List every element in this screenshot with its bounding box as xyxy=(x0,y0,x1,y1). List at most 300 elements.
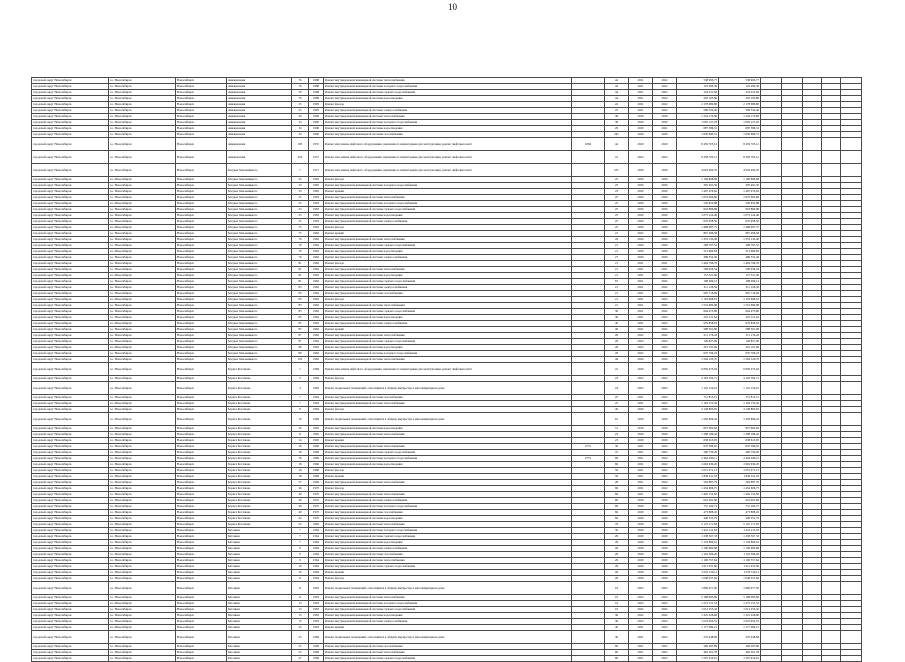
table-cell: Ремонт внутридомовой инженерной системы холодного водоснабжения xyxy=(324,84,572,90)
table-cell: г.о. Новосибирск xyxy=(109,177,176,183)
table-cell: городской округ Новосибирск xyxy=(32,540,109,546)
table-cell xyxy=(782,151,803,164)
table-cell: Авиационная xyxy=(227,151,292,164)
table-cell: городской округ Новосибирск xyxy=(32,96,109,102)
table-cell: 2020 xyxy=(653,120,677,126)
table-cell: Бориса Богаткова xyxy=(227,480,292,486)
table-cell: 2020 xyxy=(629,243,653,249)
table-cell: 2022 xyxy=(653,382,677,395)
table-cell: 2020 xyxy=(629,363,653,376)
table-cell: Новосибирск xyxy=(176,357,227,363)
table-cell: 69 xyxy=(605,456,629,462)
table-cell: 2021 xyxy=(629,468,653,474)
table-cell: 1966 xyxy=(309,480,324,486)
table-cell: 40 xyxy=(292,486,309,492)
table-cell: городской округ Новосибирск xyxy=(32,576,109,582)
table-cell: 1 497 470,62 xyxy=(677,189,719,195)
table-cell: 2022 xyxy=(629,601,653,607)
table-cell: городской округ Новосибирск xyxy=(32,309,109,315)
table-cell: 44 xyxy=(605,84,629,90)
table-cell: 2021 xyxy=(653,267,677,273)
table-cell xyxy=(761,138,782,151)
table-cell: г.о. Новосибирск xyxy=(109,564,176,570)
table-cell: 604 473,80 xyxy=(719,309,761,315)
table-cell: 1 106 868,98 xyxy=(719,177,761,183)
table-cell: Новосибирск xyxy=(176,407,227,413)
table-cell: 2021 xyxy=(653,261,677,267)
table-cell: Бетонная xyxy=(227,540,292,546)
table-row xyxy=(32,382,862,395)
table-cell: 40 xyxy=(605,625,629,631)
table-cell: 2022 xyxy=(629,351,653,357)
table-cell: Ремонт или замена лифтового оборудования, признанного непригодным для эксплуатации, ремонт лифтовых шахт xyxy=(324,138,572,151)
table-cell: 670 399,05 xyxy=(719,444,761,450)
table-cell: 25 xyxy=(605,401,629,407)
table-cell: 2020 xyxy=(653,534,677,540)
table-cell: 9 xyxy=(292,558,309,564)
table-cell: 225 121,62 xyxy=(677,315,719,321)
table-cell: 2020 xyxy=(629,249,653,255)
table-cell: Ремонт внутридомовой инженерной системы водоотведения xyxy=(324,462,572,468)
table-cell xyxy=(803,582,822,595)
table-cell: 157 321,00 xyxy=(719,273,761,279)
table-cell: 670 796,23 xyxy=(677,351,719,357)
table-cell: 89 xyxy=(292,345,309,351)
table-cell: Авиационная xyxy=(227,114,292,120)
table-cell: городской округ Новосибирск xyxy=(32,231,109,237)
table-cell: 11 xyxy=(292,576,309,582)
table-cell: Новосибирск xyxy=(176,546,227,552)
table-cell: 1 075 122,40 xyxy=(677,213,719,219)
table-cell: 41 xyxy=(605,151,629,164)
table-cell: 1 116 566,20 xyxy=(677,552,719,558)
table-cell: 2020 xyxy=(629,407,653,413)
table-cell: 2022 xyxy=(629,619,653,625)
table-cell: 1 177 084,21 xyxy=(719,625,761,631)
table-cell: Ремонт подвальных помещений, относящихся к общему имуществу в многоквартирном доме xyxy=(324,413,572,426)
table-cell: 1 022 954,55 xyxy=(677,619,719,625)
table-cell: 2022 xyxy=(653,595,677,601)
table-cell: Новосибирск xyxy=(176,552,227,558)
table-cell: 49 xyxy=(605,357,629,363)
table-cell: 2020 xyxy=(629,528,653,534)
table-cell: Новосибирск xyxy=(176,201,227,207)
table-cell: 1964 xyxy=(309,570,324,576)
table-cell: 2020 xyxy=(653,243,677,249)
table-cell: 1 849 611,18 xyxy=(677,474,719,480)
table-cell: Ремонт внутридомовой инженерной системы водоотведения xyxy=(324,613,572,619)
table-cell: Бетонная xyxy=(227,534,292,540)
table-cell: 2021 xyxy=(629,492,653,498)
table-cell: городской округ Новосибирск xyxy=(32,625,109,631)
table-cell: Ремонт внутридомовой инженерной системы холодного водоснабжения xyxy=(324,601,572,607)
table-cell: 2022 xyxy=(653,376,677,382)
table-cell: г.о. Новосибирск xyxy=(109,351,176,357)
table-cell: 1966 xyxy=(309,631,324,644)
table-cell: 1964 xyxy=(309,546,324,552)
table-cell: городской округ Новосибирск xyxy=(32,255,109,261)
table-cell: Ремонт внутридомовой инженерной системы теплоснабжения xyxy=(324,237,572,243)
table-cell: 2020 xyxy=(629,207,653,213)
table-cell: г.о. Новосибирск xyxy=(109,327,176,333)
table-cell: Новосибирск xyxy=(176,474,227,480)
table-cell: 2022 xyxy=(653,231,677,237)
table-cell: городской округ Новосибирск xyxy=(32,297,109,303)
table-cell: 2021 xyxy=(629,108,653,114)
table-cell: 2022 xyxy=(653,474,677,480)
table-cell xyxy=(572,382,605,395)
table-cell: 1 594 120,70 xyxy=(719,357,761,363)
table-cell: 201 191,69 xyxy=(677,345,719,351)
table-cell: 1 692 630,20 xyxy=(677,462,719,468)
table-cell: 87 xyxy=(292,333,309,339)
table-cell: 2021 xyxy=(629,279,653,285)
table-cell: 2020 xyxy=(653,407,677,413)
table-cell: 566 532,40 xyxy=(719,108,761,114)
table-cell: Новосибирск xyxy=(176,249,227,255)
table-cell: г.о. Новосибирск xyxy=(109,570,176,576)
table-cell: 23 xyxy=(605,189,629,195)
table-cell: 2021 xyxy=(629,450,653,456)
table-cell: 1962 xyxy=(309,261,324,267)
table-cell: 29 xyxy=(605,564,629,570)
table-cell: 270 448,66 xyxy=(677,631,719,644)
table-cell: 25 xyxy=(605,213,629,219)
table-cell: 2022 xyxy=(653,291,677,297)
table-cell: Ремонт внутридомовой инженерной системы электроснабжения xyxy=(324,285,572,291)
table-cell: 76 xyxy=(292,90,309,96)
table-cell: 16 xyxy=(292,450,309,456)
table-cell: Авиационная xyxy=(227,126,292,132)
table-cell: 34 xyxy=(292,120,309,126)
table-cell: г.о. Новосибирск xyxy=(109,225,176,231)
table-cell: 1962 xyxy=(309,351,324,357)
table-cell: 59 xyxy=(605,468,629,474)
table-cell: городской округ Новосибирск xyxy=(32,528,109,534)
table-cell: 1 048 357,94 xyxy=(677,576,719,582)
table-cell: городской округ Новосибирск xyxy=(32,395,109,401)
table-cell: Бориса Богаткова xyxy=(227,450,292,456)
table-cell: 2020 xyxy=(653,195,677,201)
table-cell: 1 100 960,98 xyxy=(677,546,719,552)
table-cell: 2772 xyxy=(572,456,605,462)
table-cell: 2020 xyxy=(653,504,677,510)
table-cell: Бетонная xyxy=(227,607,292,613)
table-cell: Новосибирск xyxy=(176,177,227,183)
table-cell: 486 352,40 xyxy=(719,255,761,261)
table-cell: 731 162,75 xyxy=(677,504,719,510)
table-cell: 25 xyxy=(605,177,629,183)
table-cell: Ремонт или замена лифтового оборудования, признанного непригодным для эксплуатации, ремонт лифтовых шахт xyxy=(324,363,572,376)
table-cell: Бориса Богаткова xyxy=(227,432,292,438)
table-cell: Бетонная xyxy=(227,582,292,595)
table-cell: Бориса Богаткова xyxy=(227,363,292,376)
table-cell: Новосибирск xyxy=(176,413,227,426)
table-cell: 1963 xyxy=(309,207,324,213)
table-cell: 2020 xyxy=(629,504,653,510)
table-cell: 25 xyxy=(292,213,309,219)
table-cell: 1 353 132,40 xyxy=(677,237,719,243)
table-cell: 2022 xyxy=(653,613,677,619)
table-cell: 446 351,79 xyxy=(677,516,719,522)
table-cell xyxy=(841,413,862,426)
table-cell: Новосибирск xyxy=(176,261,227,267)
table-cell: 2020 xyxy=(653,426,677,432)
table-cell xyxy=(822,382,841,395)
table-cell: 2020 xyxy=(653,552,677,558)
table-cell: Ремонт внутридомовой инженерной системы теплоснабжения xyxy=(324,650,572,656)
table-cell: 53 xyxy=(292,522,309,528)
table-cell: 1962 xyxy=(309,321,324,327)
table-cell: 69 xyxy=(605,498,629,504)
table-cell: 2020 xyxy=(629,195,653,201)
table-cell xyxy=(841,382,862,395)
table-cell: 2021 xyxy=(629,297,653,303)
table-cell: 81 xyxy=(292,279,309,285)
table-cell: г.о. Новосибирск xyxy=(109,552,176,558)
table-cell: Ремонт внутридомовой инженерной системы водоотведения xyxy=(324,315,572,321)
table-cell: 2021 xyxy=(629,291,653,297)
table-cell: городской округ Новосибирск xyxy=(32,315,109,321)
table-cell: 2022 xyxy=(653,151,677,164)
table-cell: городской округ Новосибирск xyxy=(32,613,109,619)
table-cell: 1 106 868,98 xyxy=(677,177,719,183)
table-cell: 2022 xyxy=(629,382,653,395)
table-cell: 1962 xyxy=(309,267,324,273)
table-cell: 69 xyxy=(605,462,629,468)
table-cell: Богдана Хмельницкого xyxy=(227,261,292,267)
table-cell xyxy=(572,151,605,164)
table-cell xyxy=(761,151,782,164)
table-cell: 1084 xyxy=(572,138,605,151)
table-cell: 1 xyxy=(292,363,309,376)
table-cell: 2022 xyxy=(653,650,677,656)
table-cell: 4 148 863,95 xyxy=(677,407,719,413)
table-cell: г.о. Новосибирск xyxy=(109,613,176,619)
table-cell: 47 xyxy=(605,450,629,456)
table-cell: Новосибирск xyxy=(176,395,227,401)
table-cell: 268 797,52 xyxy=(719,243,761,249)
table-cell: 2022 xyxy=(653,333,677,339)
table-cell: 30 xyxy=(605,309,629,315)
table-cell: 1 122 154,91 xyxy=(677,382,719,395)
table-cell: городской округ Новосибирск xyxy=(32,114,109,120)
table-cell: Новосибирск xyxy=(176,138,227,151)
table-cell: городской округ Новосибирск xyxy=(32,413,109,426)
table-cell: 7 xyxy=(292,534,309,540)
table-cell: Ремонт внутридомовой инженерной системы газоснабжения xyxy=(324,291,572,297)
table-cell: 75 xyxy=(292,225,309,231)
table-cell: 618 869,98 xyxy=(677,207,719,213)
table-cell: 69 xyxy=(605,656,629,662)
table-cell xyxy=(822,164,841,177)
table-cell: 1 494 796,76 xyxy=(677,261,719,267)
table-cell: 1 005 127,03 xyxy=(677,120,719,126)
table-cell: 2022 xyxy=(653,601,677,607)
table-cell: 905 716,09 xyxy=(677,291,719,297)
table-cell: 1 011 931,60 xyxy=(719,564,761,570)
table-cell: 2020 xyxy=(629,177,653,183)
table-cell: 19 xyxy=(605,607,629,613)
table-cell: Новосибирск xyxy=(176,619,227,625)
table-cell: 2022 xyxy=(629,231,653,237)
table-cell: 2022 xyxy=(653,401,677,407)
table-cell: Ремонт внутридомовой инженерной системы горячего водоснабжения xyxy=(324,339,572,345)
table-cell: городской округ Новосибирск xyxy=(32,195,109,201)
table-cell: 305 491,50 xyxy=(719,183,761,189)
table-cell: 1 011 931,60 xyxy=(677,564,719,570)
table-cell: г.о. Новосибирск xyxy=(109,120,176,126)
table-cell: 79 xyxy=(292,249,309,255)
table-cell: г.о. Новосибирск xyxy=(109,644,176,650)
table-cell: 25 xyxy=(605,195,629,201)
table-cell: 2020 xyxy=(653,558,677,564)
table-cell: городской округ Новосибирск xyxy=(32,444,109,450)
table-cell: 731 162,75 xyxy=(719,504,761,510)
table-cell: 2022 xyxy=(653,625,677,631)
table-row xyxy=(32,631,862,644)
table-cell: 1 075 122,40 xyxy=(719,213,761,219)
table-cell xyxy=(761,363,782,376)
table-cell: 638 613,95 xyxy=(719,438,761,444)
table-cell: Новосибирск xyxy=(176,534,227,540)
table-cell: 25 xyxy=(605,108,629,114)
table-cell: 10 xyxy=(292,564,309,570)
table-cell: Новосибирск xyxy=(176,382,227,395)
table-cell: 1971 xyxy=(309,164,324,177)
table-cell: Бориса Богаткова xyxy=(227,516,292,522)
table-cell: 2022 xyxy=(653,297,677,303)
table-cell: Ремонт внутридомовой инженерной системы водоотведения xyxy=(324,96,572,102)
table-cell: 1965 xyxy=(309,183,324,189)
table-cell: 25 xyxy=(292,201,309,207)
table-cell: 1 238 567,33 xyxy=(719,534,761,540)
table-cell: 2020 xyxy=(653,164,677,177)
table-cell: г.о. Новосибирск xyxy=(109,401,176,407)
table-cell: 2020 xyxy=(653,132,677,138)
table-cell: 2 178 689,80 xyxy=(719,102,761,108)
table-cell: Новосибирск xyxy=(176,522,227,528)
table-cell xyxy=(803,138,822,151)
table-cell: 1963 xyxy=(309,619,324,625)
table-cell: 44 xyxy=(605,138,629,151)
table-cell: 1962 xyxy=(309,237,324,243)
table-cell: 1969 xyxy=(309,363,324,376)
table-cell: Новосибирск xyxy=(176,607,227,613)
table-cell: Бориса Богаткова xyxy=(227,426,292,432)
table-cell: 1 033 316,11 xyxy=(677,570,719,576)
table-cell: 1 692 630,20 xyxy=(719,462,761,468)
table-cell: 1964 xyxy=(309,395,324,401)
table-cell: 2022 xyxy=(629,333,653,339)
table-cell: г.о. Новосибирск xyxy=(109,619,176,625)
table-cell: 2021 xyxy=(629,474,653,480)
table-cell: 29 xyxy=(605,126,629,132)
table-cell: 2021 xyxy=(629,444,653,450)
table-cell: 2020 xyxy=(653,201,677,207)
table-cell: Новосибирск xyxy=(176,516,227,522)
table-cell: 2022 xyxy=(629,607,653,613)
table-cell: г.о. Новосибирск xyxy=(109,480,176,486)
table-cell: 2021 xyxy=(653,126,677,132)
table-cell: Бориса Богаткова xyxy=(227,510,292,516)
table-cell: 2022 xyxy=(653,450,677,456)
table-cell: 2020 xyxy=(653,516,677,522)
table-cell: 1964 xyxy=(309,564,324,570)
table-cell: 2022 xyxy=(653,303,677,309)
table-cell: 81 xyxy=(292,261,309,267)
table-cell: 1 597 910,91 xyxy=(719,656,761,662)
table-cell: 76 xyxy=(292,243,309,249)
table-cell: 2022 xyxy=(653,395,677,401)
table-cell: Новосибирск xyxy=(176,582,227,595)
page-number: 10 xyxy=(448,2,457,12)
table-cell: г.о. Новосибирск xyxy=(109,413,176,426)
table-cell: 209 287,89 xyxy=(719,644,761,650)
table-cell: 149 827,00 xyxy=(719,339,761,345)
table-cell: городской округ Новосибирск xyxy=(32,90,109,96)
table-cell: 2021 xyxy=(629,486,653,492)
table-cell: городской округ Новосибирск xyxy=(32,552,109,558)
table-cell: Ремонт или замена лифтового оборудования, признанного непригодным для эксплуатации, ремонт лифтовых шахт xyxy=(324,151,572,164)
table-cell: г.о. Новосибирск xyxy=(109,90,176,96)
table-cell: 27 xyxy=(292,656,309,662)
table-cell: 1 100 960,98 xyxy=(719,546,761,552)
table-cell: Новосибирск xyxy=(176,297,227,303)
table-cell: 224 011,82 xyxy=(677,90,719,96)
table-cell: 224 011,82 xyxy=(719,90,761,96)
table-cell: г.о. Новосибирск xyxy=(109,315,176,321)
table-cell: 1990 xyxy=(309,126,324,132)
table-cell: Новосибирск xyxy=(176,195,227,201)
table-cell: 79 xyxy=(605,522,629,528)
table-cell: 8 458 703,12 xyxy=(719,151,761,164)
table-cell: городской округ Новосибирск xyxy=(32,225,109,231)
table-cell: 2020 xyxy=(629,120,653,126)
table-cell: 85 xyxy=(292,321,309,327)
table-cell: г.о. Новосибирск xyxy=(109,126,176,132)
table-cell: 1995 xyxy=(309,108,324,114)
table-cell: Ремонт крыши xyxy=(324,231,572,237)
table-cell: городской округ Новосибирск xyxy=(32,243,109,249)
table-cell: 2022 xyxy=(653,456,677,462)
table-cell: 1963 xyxy=(309,213,324,219)
table-cell: Ремонт внутридомовой инженерной системы теплоснабжения xyxy=(324,558,572,564)
table-cell: городской округ Новосибирск xyxy=(32,261,109,267)
table-cell: Бетонная xyxy=(227,656,292,662)
table-cell: 4 163 762,71 xyxy=(719,376,761,382)
table-cell: 1966 xyxy=(309,456,324,462)
table-cell: 21 xyxy=(605,285,629,291)
table-cell xyxy=(761,656,782,662)
table-cell: 4 163 762,71 xyxy=(677,376,719,382)
table-cell: 21 xyxy=(605,291,629,297)
table-cell: 14 xyxy=(292,438,309,444)
table-cell: 1962 xyxy=(309,225,324,231)
table-cell: Богдана Хмельницкого xyxy=(227,345,292,351)
table-cell: Богдана Хмельницкого xyxy=(227,213,292,219)
table-cell: 34 xyxy=(292,132,309,138)
table-cell: 2022 xyxy=(653,444,677,450)
table-cell: 2022 xyxy=(653,339,677,345)
table-cell: 2020 xyxy=(653,564,677,570)
table-cell: 76 xyxy=(292,78,309,84)
table-cell: 1962 xyxy=(309,339,324,345)
table-row xyxy=(32,138,862,151)
table-cell: 1988 xyxy=(309,84,324,90)
table-cell: 599 056,34 xyxy=(677,267,719,273)
table-cell: Новосибирск xyxy=(176,631,227,644)
